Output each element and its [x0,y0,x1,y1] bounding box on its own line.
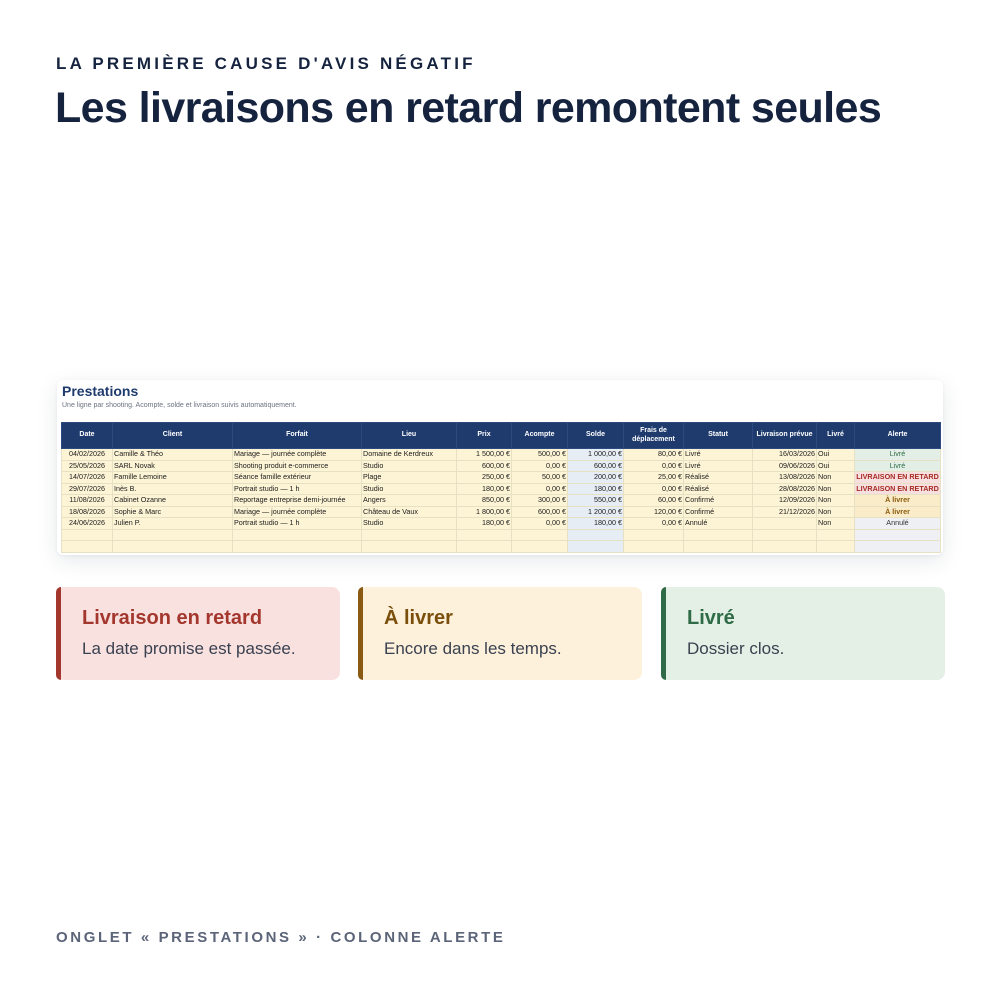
spreadsheet-panel [57,380,943,555]
cell-acompte[interactable]: 0,00 € [512,518,568,530]
empty-cell[interactable] [113,541,233,553]
cell-livre[interactable]: Non [817,495,855,507]
cell-date[interactable]: 11/08/2026 [62,495,113,507]
cell-forfait[interactable]: Portrait studio — 1 h [233,518,362,530]
empty-row[interactable] [62,541,941,553]
empty-cell[interactable] [233,541,362,553]
cell-livre[interactable]: Non [817,483,855,495]
cell-livraison[interactable]: 13/08/2026 [753,472,817,484]
cell-solde[interactable]: 1 000,00 € [568,449,624,461]
cell-prix[interactable]: 850,00 € [457,495,512,507]
legend-card-a-livrer [358,587,642,680]
table-header-row [62,423,941,449]
cell-prix[interactable]: 250,00 € [457,472,512,484]
cell-client[interactable]: Julien P. [113,518,233,530]
cell-solde[interactable]: 600,00 € [568,460,624,472]
empty-cell[interactable] [62,541,113,553]
cell-lieu[interactable]: Château de Vaux [362,506,457,518]
cell-statut[interactable]: Livré [684,460,753,472]
col-header[interactable]: Solde [568,423,624,449]
headline: Les livraisons en retard remontent seules [55,84,882,132]
cell-client[interactable]: Cabinet Ozanne [113,495,233,507]
table-body [62,449,941,553]
col-header[interactable]: Statut [684,423,753,449]
col-header[interactable]: Forfait [233,423,362,449]
cell-acompte[interactable]: 600,00 € [512,506,568,518]
cell-prix[interactable]: 600,00 € [457,460,512,472]
table-row[interactable] [62,518,941,530]
empty-cell[interactable] [113,529,233,541]
cell-prix[interactable]: 180,00 € [457,483,512,495]
cell-date[interactable]: 25/05/2026 [62,460,113,472]
cell-forfait[interactable]: Mariage — journée complète [233,506,362,518]
cell-forfait[interactable]: Mariage — journée complète [233,449,362,461]
table-row[interactable] [62,449,941,461]
cell-livre[interactable]: Non [817,518,855,530]
table-row[interactable] [62,506,941,518]
card-title: À livrer [384,607,453,629]
cell-statut[interactable]: Livré [684,449,753,461]
cell-client[interactable]: Camille & Théo [113,449,233,461]
cell-solde[interactable]: 180,00 € [568,483,624,495]
empty-cell[interactable] [512,541,568,553]
cell-lieu[interactable]: Plage [362,472,457,484]
cell-statut[interactable]: Réalisé [684,483,753,495]
cell-livraison[interactable]: 12/09/2026 [753,495,817,507]
empty-cell[interactable] [62,529,113,541]
cell-solde[interactable]: 180,00 € [568,518,624,530]
empty-cell[interactable] [624,541,684,553]
col-header[interactable]: Acompte [512,423,568,449]
cell-acompte[interactable]: 0,00 € [512,483,568,495]
cell-acompte[interactable]: 300,00 € [512,495,568,507]
empty-cell[interactable] [684,541,753,553]
card-description: La date promise est passée. [82,639,296,658]
cell-date[interactable]: 14/07/2026 [62,472,113,484]
cell-date[interactable]: 18/08/2026 [62,506,113,518]
cell-client[interactable]: SARL Novak [113,460,233,472]
card-accent-bar [56,587,61,680]
cell-statut[interactable]: Annulé [684,518,753,530]
card-description: Encore dans les temps. [384,639,562,658]
card-accent-bar [358,587,363,680]
empty-cell[interactable] [512,529,568,541]
cell-client[interactable]: Inès B. [113,483,233,495]
cell-frais[interactable]: 80,00 € [624,449,684,461]
cell-frais[interactable]: 25,00 € [624,472,684,484]
empty-cell[interactable] [457,529,512,541]
cell-lieu[interactable]: Studio [362,483,457,495]
table-row[interactable] [62,472,941,484]
empty-cell[interactable] [684,529,753,541]
cell-prix[interactable]: 1 800,00 € [457,506,512,518]
cell-forfait[interactable]: Séance famille extérieur [233,472,362,484]
sheet-title: Prestations [62,383,139,399]
col-header[interactable]: Client [113,423,233,449]
empty-cell[interactable] [362,541,457,553]
cell-alerte[interactable]: LIVRAISON EN RETARD [856,483,939,493]
col-header[interactable]: Livré [817,423,855,449]
cell-alerte[interactable]: À livrer [855,495,941,507]
empty-cell[interactable] [817,541,855,553]
empty-cell[interactable] [624,529,684,541]
cell-livraison[interactable]: 16/03/2026 [753,449,817,461]
cell-forfait[interactable]: Shooting produit e-commerce [233,460,362,472]
cell-solde[interactable]: 550,00 € [568,495,624,507]
prestations-table [61,422,941,553]
empty-cell[interactable] [855,541,941,553]
empty-cell[interactable] [568,529,624,541]
cell-prix[interactable]: 1 500,00 € [457,449,512,461]
cell-statut[interactable]: Réalisé [684,472,753,484]
empty-cell[interactable] [568,541,624,553]
cell-lieu[interactable]: Studio [362,518,457,530]
card-accent-bar [661,587,666,680]
col-header[interactable]: Prix [457,423,512,449]
cell-alerte[interactable]: Annulé [855,518,941,530]
cell-livraison[interactable]: 21/12/2026 [753,506,817,518]
cell-frais[interactable]: 0,00 € [624,518,684,530]
col-header[interactable]: Lieu [362,423,457,449]
empty-cell[interactable] [457,541,512,553]
col-header[interactable]: Date [62,423,113,449]
kicker: LA PREMIÈRE CAUSE D'AVIS NÉGATIF [56,54,476,73]
cell-frais[interactable]: 120,00 € [624,506,684,518]
col-header[interactable]: Livraison prévue [753,423,817,449]
cell-date[interactable]: 24/06/2026 [62,518,113,530]
cell-alerte[interactable]: LIVRAISON EN RETARD [856,472,939,481]
cell-livre[interactable]: Non [817,506,855,518]
cell-acompte[interactable]: 500,00 € [512,449,568,461]
cell-frais[interactable]: 0,00 € [624,483,684,495]
cell-alerte[interactable]: Livré [855,460,941,472]
sheet-subtitle: Une ligne par shooting. Acompte, solde et livraison suivis automatiquement. [62,402,297,409]
empty-cell[interactable] [817,529,855,541]
cell-livraison[interactable] [753,518,817,530]
cell-frais[interactable]: 60,00 € [624,495,684,507]
table-row[interactable] [62,495,941,507]
legend-card-retard [56,587,340,680]
cell-acompte[interactable]: 0,00 € [512,460,568,472]
cell-acompte[interactable]: 50,00 € [512,472,568,484]
card-description: Dossier clos. [687,639,785,658]
cell-alerte[interactable]: À livrer [855,506,941,518]
footer-caption: ONGLET « PRESTATIONS » · COLONNE ALERTE [56,929,506,946]
empty-cell[interactable] [362,529,457,541]
cell-prix[interactable]: 180,00 € [457,518,512,530]
col-header[interactable]: Alerte [855,423,941,449]
legend-card-livre [661,587,945,680]
empty-row[interactable] [62,529,941,541]
cell-alerte[interactable]: Livré [855,449,941,461]
cell-client[interactable]: Famille Lemoine [113,472,233,484]
cell-lieu[interactable]: Angers [362,495,457,507]
empty-cell[interactable] [753,541,817,553]
cell-forfait[interactable]: Portrait studio — 1 h [233,483,362,495]
card-title: Livraison en retard [82,607,263,629]
cell-statut[interactable]: Confirmé [684,495,753,507]
cell-frais[interactable]: 0,00 € [624,460,684,472]
cell-livraison[interactable]: 28/08/2026 [753,483,817,495]
cell-lieu[interactable]: Studio [362,460,457,472]
table-row[interactable] [62,483,941,495]
cell-date[interactable]: 29/07/2026 [62,483,113,495]
empty-cell[interactable] [753,529,817,541]
cell-date[interactable]: 04/02/2026 [62,449,113,461]
cell-livre[interactable]: Oui [817,460,855,472]
empty-cell[interactable] [855,529,941,541]
cell-lieu[interactable]: Domaine de Kerdreux [362,449,457,461]
cell-statut[interactable]: Confirmé [684,506,753,518]
empty-cell[interactable] [233,529,362,541]
cell-livre[interactable]: Non [817,472,855,484]
cell-solde[interactable]: 200,00 € [568,472,624,484]
col-header[interactable]: Frais de déplacement [624,423,684,449]
table-row[interactable] [62,460,941,472]
cell-client[interactable]: Sophie & Marc [113,506,233,518]
cell-forfait[interactable]: Reportage entreprise demi-journée [233,495,362,507]
cell-livraison[interactable]: 09/06/2026 [753,460,817,472]
cell-solde[interactable]: 1 200,00 € [568,506,624,518]
card-title: Livré [687,607,735,629]
cell-livre[interactable]: Oui [817,449,855,461]
